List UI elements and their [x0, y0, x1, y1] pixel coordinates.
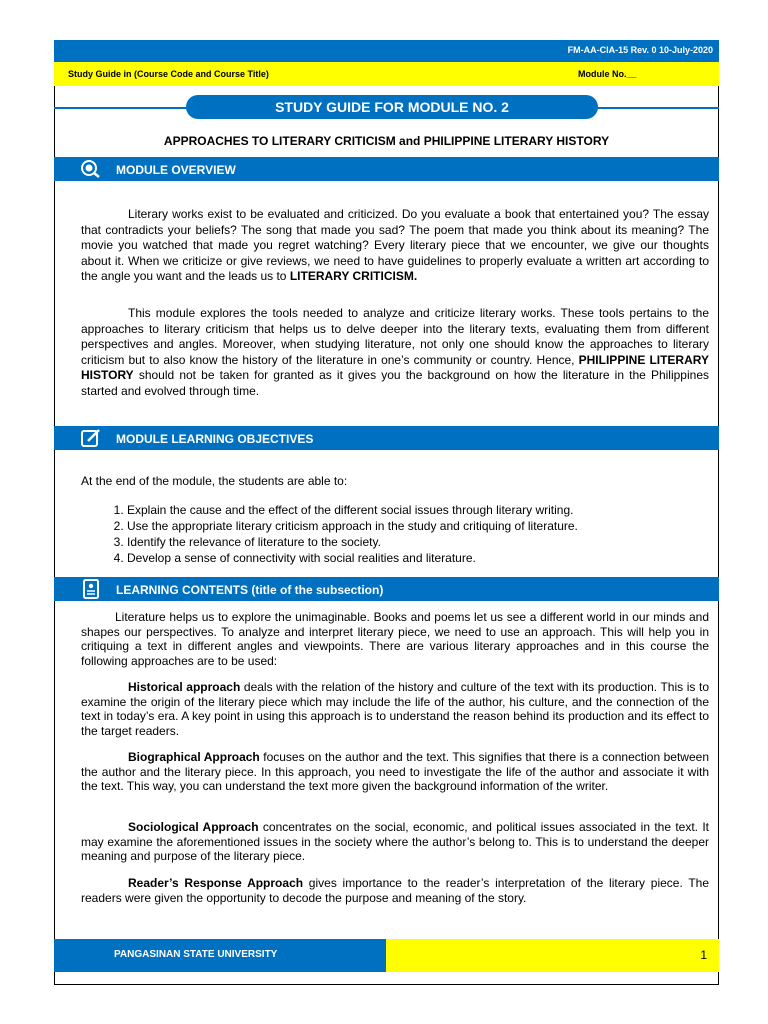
bold-term: LITERARY CRITICISM. — [289, 269, 418, 283]
list-item: 1. Explain the cause and the effect of the different social issues through literary writing. — [127, 502, 747, 518]
approach-name: Biographical Approach — [128, 750, 260, 764]
approach-biographical: Biographical Approach focuses on the author and the text. This signifies that there is a connection between the author and the literary piece. In this approach, you need to investigate the life of the author and associate it with the text. This way, you can understand the text more given the background information of the writer. — [81, 750, 709, 793]
approach-name: Sociological Approach — [128, 820, 259, 834]
list-item: 4. Develop a sense of connectivity with social realities and literature. — [127, 550, 747, 566]
magnifier-icon — [80, 159, 102, 179]
overview-paragraph-1: Literary works exist to be evaluated and criticized. Do you evaluate a book that entertained you? The essay that contradicts your beliefs? The song that made you sad? The poem that made you think about its meaning? The movie you watched that made you regret watching? Every literary piece that we encounter, we give our thoughts about it. When we criticize or give reviews, we need to have guidelines to properly evaluate a written art according to the angle you want and the leads us to LITERARY CRITICISM. — [81, 207, 709, 283]
approach-sociological: Sociological Approach concentrates on the social, economic, and political issues associated in the text. It may examine the aforementioned issues in the society where the author’s belong to. This is to understand the deeper meaning and purpose of the literary piece. — [81, 820, 710, 863]
study-guide-label: Study Guide in (Course Code and Course Title) — [68, 69, 269, 79]
footer-page — [386, 939, 719, 972]
page-title: STUDY GUIDE FOR MODULE NO. 2 — [186, 95, 598, 119]
bold-term: PHILIPPINE LITERARY HISTORY — [81, 352, 709, 382]
page-number: 1 — [700, 948, 707, 962]
section-label: LEARNING CONTENTS (title of the subsection) — [116, 583, 384, 597]
approach-name: Historical approach — [128, 680, 241, 694]
university-name: PANGASINAN STATE UNIVERSITY — [114, 949, 278, 960]
header-bar — [54, 40, 719, 62]
approach-name: Reader’s Response Approach — [128, 876, 304, 890]
section-header-objectives — [54, 426, 719, 450]
section-label: MODULE OVERVIEW — [116, 163, 236, 177]
module-no-label: Module No.__ — [578, 69, 637, 79]
form-code: FM-AA-CIA-15 Rev. 0 10-July-2020 — [567, 45, 713, 55]
course-bar — [54, 62, 719, 86]
document-user-icon — [80, 579, 102, 599]
list-item: 2. Use the appropriate literary criticism approach in the study and critiquing of literature. — [127, 518, 747, 534]
pencil-edit-icon — [80, 428, 102, 448]
list-item: 3. Identify the relevance of literature to the society. — [127, 534, 747, 550]
overview-paragraph-2: This module explores the tools needed to analyze and criticize literary works. These tools pertains to the approaches to literary criticism that helps us to delve deeper into the literary texts, evaluating them from different perspectives and angles. Moreover, when studying literature, not only one should know the approaches to literary criticism but to also know the history of the literature in one’s community or country. Hence, PHILIPPINE LITERARY HISTORY should not be taken for granted as it gives you the background on how the literature in the Philippines started and evolved through time. — [81, 306, 709, 398]
objectives-intro: At the end of the module, the students are able to: — [81, 474, 348, 488]
section-header-overview — [54, 157, 719, 181]
objectives-list — [81, 502, 747, 566]
section-label: MODULE LEARNING OBJECTIVES — [116, 432, 314, 446]
approach-historical: Historical approach deals with the relation of the history and culture of the text with its production. This is to examine the origin of the literary piece which may include the life of the author, his culture, and the connection of the text in today’s era. A key point in using this approach is to understand the reason behind its production and its effect to the target readers. — [81, 680, 709, 738]
contents-intro: Literature helps us to explore the unimaginable. Books and poems let us see a different world in our minds and shapes our perspectives. To analyze and interpret literary piece, we need to use an approach. This will help you in critiquing a text in different angles and viewpoints. There are various literary approaches and in this course the following approaches are to be used: — [81, 610, 709, 668]
page-subtitle: APPROACHES TO LITERARY CRITICISM and PHILIPPINE LITERARY HISTORY — [163, 134, 610, 148]
section-header-contents — [54, 577, 719, 601]
approach-readers-response: Reader’s Response Approach gives importance to the reader’s interpretation of the literary piece. The readers were given the opportunity to decode the purpose and meaning of the story. — [81, 876, 709, 905]
footer-university — [54, 939, 386, 972]
